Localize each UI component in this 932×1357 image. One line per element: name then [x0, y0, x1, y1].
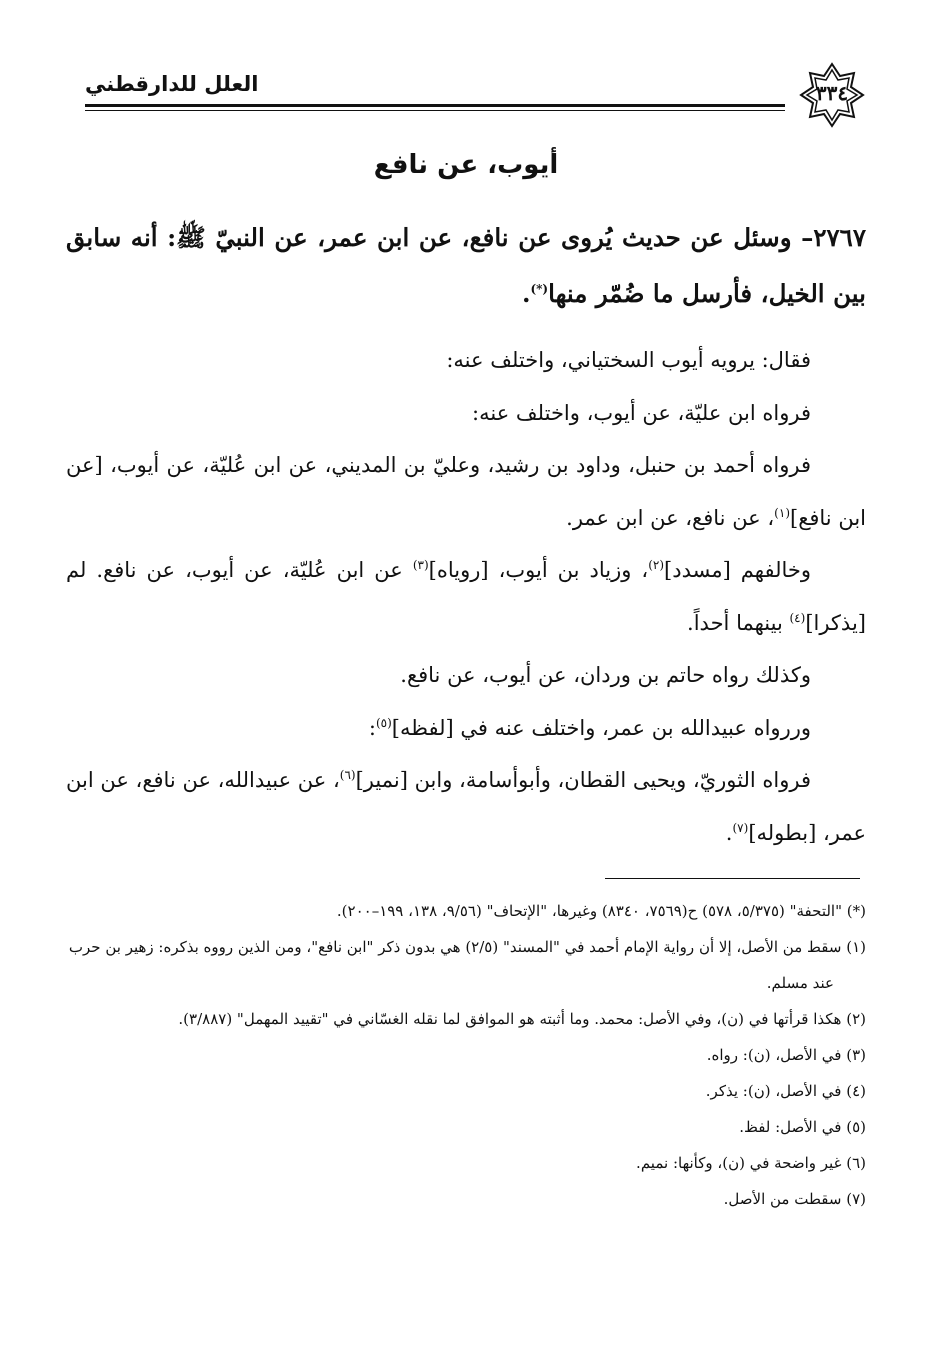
footnote-mark: (٥) [846, 1118, 866, 1136]
footnote [66, 1109, 866, 1145]
question-note-marker: (*) [530, 281, 549, 296]
paragraph-text: وكذلك رواه حاتم بن وردان، عن أيوب، عن نافع. [400, 663, 811, 687]
question-text: – وسئل عن حديث يُروى عن نافع، عن ابن عمر، عن النبيّ ﷺ: أنه سابق بين الخيل، فأرسل ما ضُمّر منها [66, 223, 866, 308]
footnote-ref: (٣) [412, 558, 429, 572]
footnote [66, 1145, 866, 1181]
footnote-ref: (٥) [375, 715, 392, 730]
footnote [66, 1181, 866, 1217]
footnote-mark: (١) [846, 938, 866, 956]
paragraph-text: وررواه عبيدالله بن عمر، واختلف عنه في [لفظه] [391, 715, 811, 740]
paragraph [66, 439, 866, 544]
footnote-mark: (٢) [846, 1010, 866, 1028]
footnote-mark: (٦) [846, 1154, 866, 1172]
footnote-ref: (١) [774, 505, 790, 520]
footnote-separator [605, 878, 860, 879]
footnote [66, 1001, 866, 1037]
paragraph-text: ، عن عبيدالله، عن نافع، عن ابن عمر، [بطوله] [66, 768, 866, 845]
paragraph-text: عن ابن عُليّة، عن أيوب، عن نافع. لم [يذكرا] [66, 558, 866, 635]
question-heading [66, 210, 866, 322]
paragraph-text: فقال: يرويه أيوب السختياني، واختلف عنه: [446, 348, 811, 372]
paragraph-text: ، عن نافع، عن ابن عمر. [566, 505, 775, 530]
footnote-ref: (٦) [339, 768, 356, 782]
footnote-mark: (٣) [846, 1046, 866, 1064]
header-rule-thin [85, 110, 785, 111]
paragraph [66, 649, 866, 702]
footnote-ref: (٤) [789, 610, 806, 625]
paragraph-text: . [725, 820, 733, 845]
header-rule [85, 104, 785, 107]
footnote-text: في الأصل، (ن): رواه. [706, 1046, 842, 1064]
footnote [66, 893, 866, 929]
footnote-ref: (٢) [648, 558, 665, 572]
paragraph [66, 754, 866, 859]
body-text [66, 334, 866, 859]
footnote-text: في الأصل: لفظ. [739, 1118, 842, 1136]
paragraph-text: ، وزياد بن أيوب، [روياه] [428, 558, 649, 582]
footnote-text: سقطت من الأصل. [723, 1190, 842, 1208]
book-title: العلل للدارقطني [85, 72, 259, 96]
paragraph [66, 334, 866, 387]
paragraph-text: وخالفهم [مسدد] [664, 558, 811, 582]
footnote-text: "التحفة" (٥/٣٧٥، ٥٧٨) ح(٧٥٦٩، ٨٣٤٠) وغيرها، "الإتحاف" (٩/٥٦، ١٣٨، ١٩٩–٢٠٠). [336, 902, 842, 920]
paragraph-text: فرواه أحمد بن حنبل، وداود بن رشيد، وعليّ بن المديني، عن ابن عُليّة، عن أيوب، [عن ابن نافع] [66, 453, 866, 530]
footnote-ref: (٧) [732, 820, 749, 835]
paragraph-text: بينهما أحداً. [687, 610, 790, 635]
page-number: ٣٣٤ [815, 81, 849, 105]
footnote [66, 1037, 866, 1073]
question-tail: . [521, 279, 531, 308]
footnote-mark: (*) [846, 902, 866, 920]
paragraph [66, 387, 866, 440]
footnote [66, 1073, 866, 1109]
footnote-text: سقط من الأصل، إلا أن رواية الإمام أحمد في "المسند" (٢/٥) هي بدون ذكر "ابن نافع"، ومن الذين رووه بذكره: زهير بن حرب عند مسلم. [68, 938, 842, 992]
question-number: ٢٧٦٧ [813, 223, 866, 252]
paragraph-text: فرواه ابن عليّة، عن أيوب، واختلف عنه: [472, 400, 811, 425]
section-title: أيوب، عن نافع [373, 150, 559, 180]
page-header [85, 62, 865, 124]
footnotes [66, 893, 866, 1217]
footnote-text: هكذا قرأتها في (ن)، وفي الأصل: محمد. وما أثبته هو الموافق لما نقله الغسّاني في "تقييد المهمل" (٣/٨٨٧). [178, 1010, 842, 1028]
paragraph-text: فرواه الثوريّ، ويحيى القطان، وأبوأسامة، وابن [نمير] [355, 768, 811, 792]
paragraph [66, 544, 866, 649]
footnote-mark: (٤) [846, 1082, 866, 1100]
page-number-badge [799, 62, 865, 128]
footnote-mark: (٧) [846, 1190, 866, 1208]
paragraph-text: : [368, 715, 376, 740]
paragraph [66, 702, 866, 755]
footnote-text: غير واضحة في (ن)، وكأنها: نميم. [636, 1154, 842, 1172]
footnote [66, 929, 866, 1001]
footnote-text: في الأصل، (ن): يذكر. [705, 1082, 842, 1100]
